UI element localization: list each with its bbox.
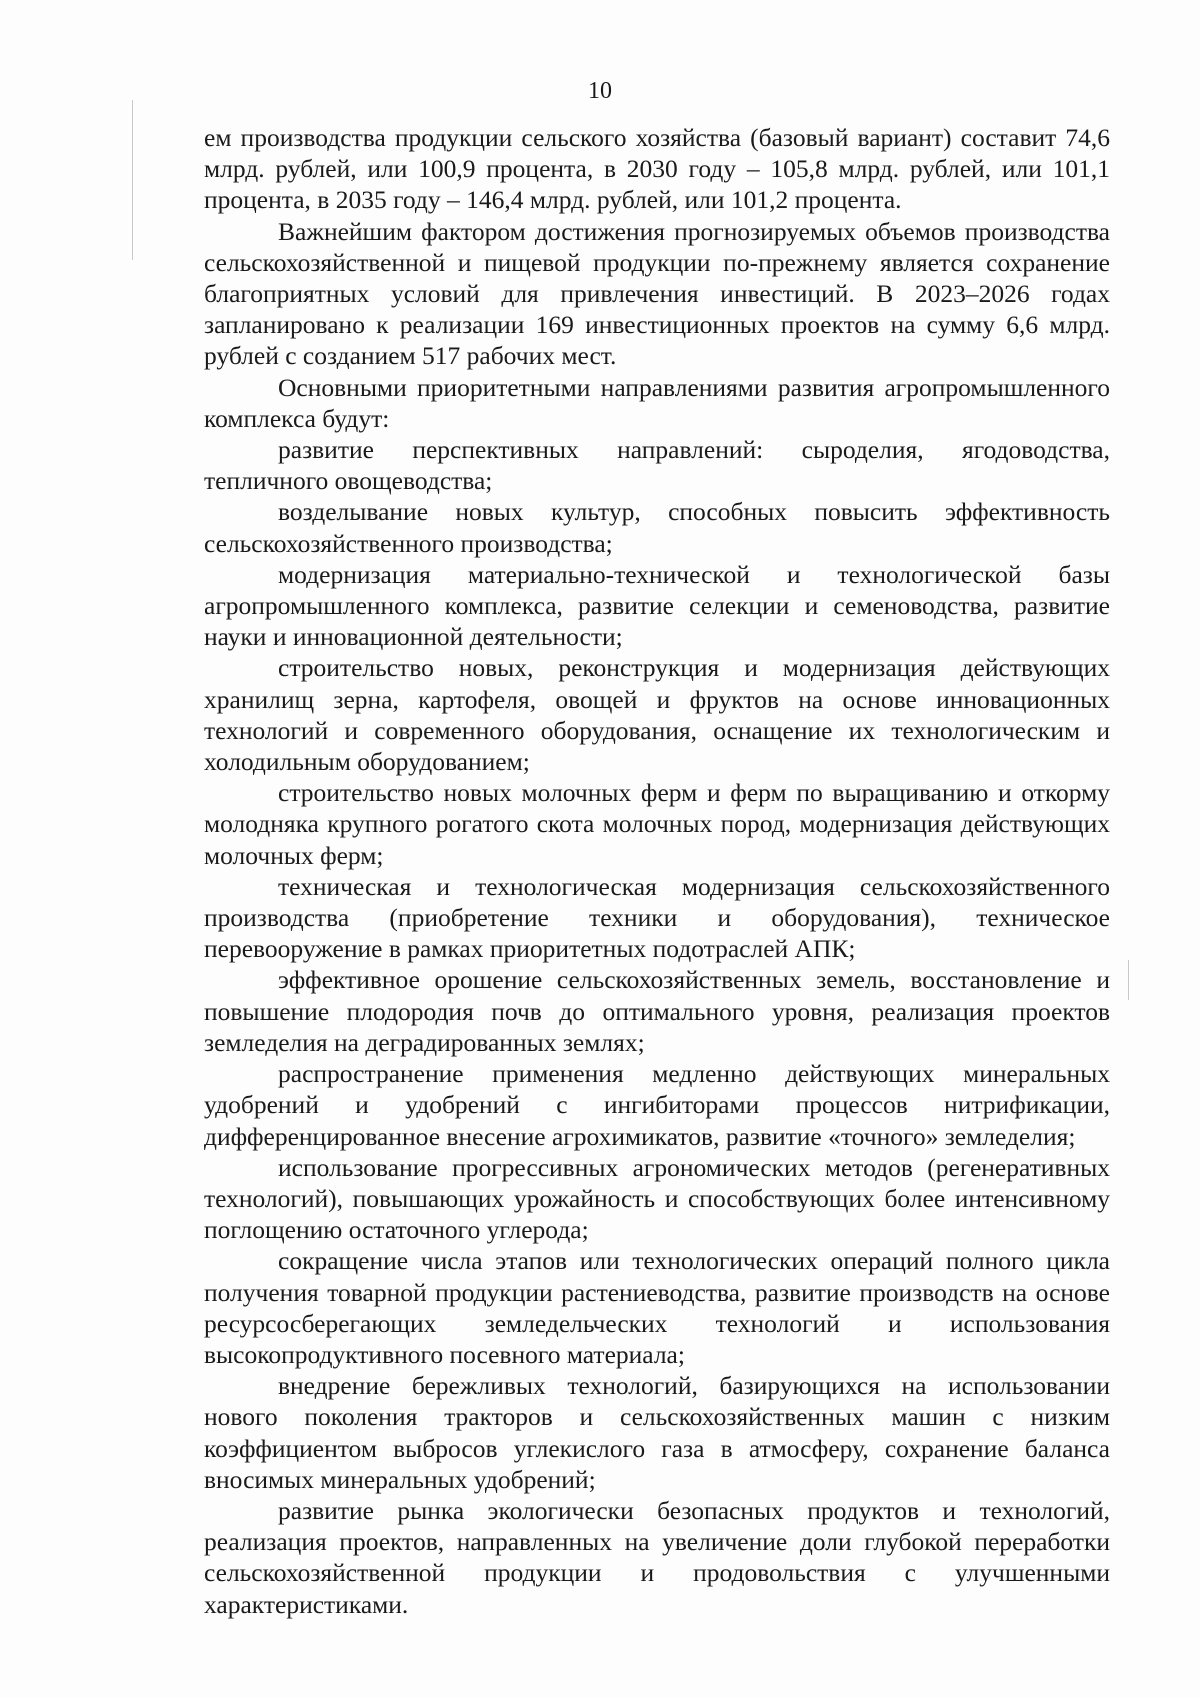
list-item: эффективное орошение сельскохозяйственных земель, восстановление и повышение плодородия почв до оптимального уровня, реализация проектов земледелия на деградированных землях; <box>204 965 1110 1057</box>
list-item: развитие рынка экологически безопасных продуктов и технологий, реализация проектов, направленных на увеличение доли глубокой переработки сельскохозяйственной продукции и продовольствия с улучшенными характеристиками. <box>204 1495 1110 1619</box>
list-item: модернизация материально-технической и технологической базы агропромышленного комплекса, развитие селекции и семеноводства, развитие науки и инновационной деятельности; <box>204 559 1110 652</box>
list-item: строительство новых молочных ферм и ферм по выращиванию и откорму молодняка крупного рогатого скота молочных пород, модернизация действующих молочных ферм; <box>204 778 1110 870</box>
list-item: сокращение числа этапов или технологических операций полного цикла получения товарной продукции растениеводства, развитие производств на основе ресурсосберегающих земледельческих технологий и использования высокопродуктивного посевного материала; <box>204 1246 1110 1369</box>
scan-edge-mark <box>1128 960 1129 1000</box>
list-item: строительство новых, реконструкция и модернизация действующих хранилищ зерна, картофеля, овощей и фруктов на основе инновационных технологий и современного оборудования, оснащение их технологическим и холодильным оборудованием; <box>204 653 1110 777</box>
paragraph-investment-factor: Важнейшим фактором достижения прогнозируемых объемов производства сельскохозяйственной и пищевой продукции по-прежнему является сохранение благоприятных условий для привлечения инвестиций. В 2023–2026 годах запланировано к реализации 169 инвестиционных проектов на сумму 6,6 млрд. рублей с созданием 517 рабочих мест. <box>204 216 1110 371</box>
document-body <box>204 122 1110 1620</box>
list-item: внедрение бережливых технологий, базирующихся на использовании нового поколения тракторов и сельскохозяйственных машин с низким коэффициентом выбросов углекислого газа в атмосферу, сохранение баланса вносимых минеральных удобрений; <box>204 1371 1110 1494</box>
list-item: техническая и технологическая модернизация сельскохозяйственного производства (приобретение техники и оборудования), техническое перевооружение в рамках приоритетных подотраслей АПК; <box>204 871 1110 964</box>
list-item: развитие перспективных направлений: сыроделия, ягодоводства, тепличного овощеводства; <box>204 435 1110 496</box>
scan-edge-mark <box>132 100 133 260</box>
list-item: использование прогрессивных агрономических методов (регенеративных технологий), повышающих урожайность и способствующих более интенсивному поглощению остаточного углерода; <box>204 1152 1110 1245</box>
paragraph-priority-intro: Основными приоритетными направлениями развития агропромышленного комплекса будут: <box>204 372 1110 433</box>
list-item: распространение применения медленно действующих минеральных удобрений и удобрений с ингибиторами процессов нитрификации, дифференцированное внесение агрохимикатов, развитие «точного» земледелия; <box>204 1059 1110 1151</box>
page-number: 10 <box>588 78 612 104</box>
list-item: возделывание новых культур, способных повысить эффективность сельскохозяйственного производства; <box>204 497 1110 558</box>
paragraph-production-volume: ем производства продукции сельского хозяйства (базовый вариант) составит 74,6 млрд. рублей, или 100,9 процента, в 2030 году – 105,8 млрд. рублей, или 101,1 процента, в 2035 году – 146,4 млрд. рублей, или 101,2 процента. <box>204 123 1110 215</box>
